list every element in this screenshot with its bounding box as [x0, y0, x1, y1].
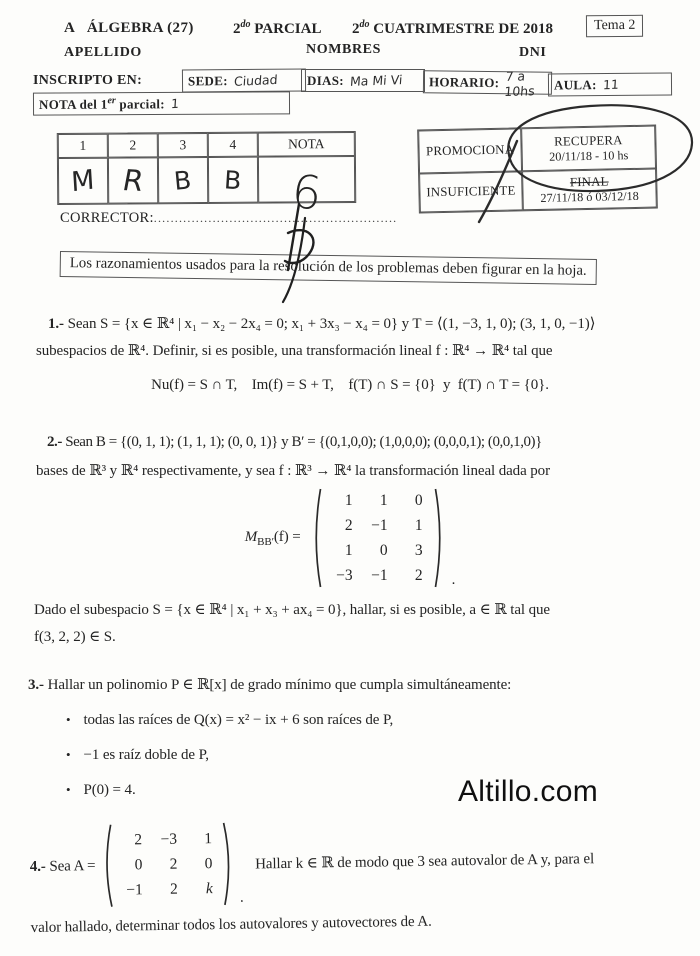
final-label: FINAL — [569, 174, 609, 189]
matrix-cell: 2 — [414, 566, 423, 584]
left-parenthesis — [311, 487, 322, 589]
problem2-line1 — [47, 434, 542, 451]
notice-box: Los razonamientos usados para la resolución de los problemas deben figurar en la hoja. — [60, 251, 597, 285]
grade-col-header: 1 — [58, 134, 108, 158]
tema-badge: Tema 2 — [586, 15, 644, 37]
grade-col-header: 2 — [108, 133, 158, 157]
matrix-cell: 0 — [134, 856, 143, 874]
matrix-cell: −1 — [371, 566, 388, 584]
promociona-label: PROMOCIONA — [425, 142, 515, 159]
horario-label: HORARIO: — [428, 73, 500, 90]
final-date: 27/11/18 ó 03/12/18 — [540, 188, 639, 205]
matrix-cell: 1 — [414, 516, 423, 534]
nota1-label-pre: NOTA del 1 — [38, 96, 108, 112]
aula-field — [548, 72, 672, 96]
problem3-number: 3.- — [28, 677, 44, 693]
handwritten-mark: R — [119, 163, 147, 198]
exam-ordinal: do — [240, 19, 251, 30]
term-name: CUATRIMESTRE DE 2018 — [369, 21, 553, 37]
problem2-line2: bases de ℝ³ y ℝ⁴ respectivamente, y sea f : ℝ³ → ℝ⁴ la transformación lineal dada por — [36, 463, 550, 479]
sede-label: SEDE: — [187, 72, 228, 88]
matrix-cell: 0 — [379, 541, 388, 559]
problem2-line1-text: Sean B = {(0, 1, 1); (1, 1, 1); (0, 0, 1)} y B′ = {(0,1,0,0); (1,0,0,0); (0,0,0,1); (0,0,1,0)} — [61, 434, 542, 450]
nota1-handwritten-value: 1 — [170, 95, 180, 112]
right-parenthesis — [222, 821, 234, 907]
grade-nota-cell — [258, 156, 355, 221]
matrix-cell: 1 — [344, 541, 353, 559]
insuficiente-cell — [419, 171, 523, 212]
dias-field — [301, 69, 425, 92]
problem1-equation: Nu(f) = S ∩ T, Im(f) = S + T, f(T) ∩ S = {0} y f(T) ∩ T = {0}. — [151, 377, 549, 393]
handwritten-mark: B — [223, 164, 243, 195]
final-cell — [522, 169, 657, 211]
status-table — [417, 125, 658, 214]
sede-field — [182, 68, 306, 92]
dni-label: DNI — [519, 45, 547, 60]
exam-num: 2 — [233, 21, 241, 37]
matrix-cell: −3 — [160, 830, 178, 848]
left-parenthesis — [101, 823, 113, 909]
grade-mark-cell — [208, 157, 258, 203]
problem2-line3: Dado el subespacio S = {x ∈ ℝ⁴ | x₁ + x₃ + ax₄ = 0}, hallar, si es posible, a ∈ ℝ tal que — [34, 602, 550, 618]
matrix-cell: −3 — [336, 566, 353, 584]
corrector-label: CORRECTOR: — [60, 210, 154, 226]
problem3-intro-text: Hallar un polinomio P ∈ ℝ[x] de grado mínimo que cumpla simultáneamente: — [43, 677, 512, 693]
dias-label: DIAS: — [307, 72, 344, 88]
dias-handwritten-value: Ma Mi Vi — [349, 72, 403, 89]
grade-mark-cell — [158, 157, 208, 203]
exam-name: PARCIAL — [250, 21, 322, 37]
grade-mark-cell — [58, 158, 108, 204]
problem1-line1 — [48, 314, 595, 333]
problem1-equation-row — [0, 376, 700, 394]
recupera-label: RECUPERA — [554, 132, 623, 149]
term-num: 2 — [352, 21, 360, 37]
problem2-matrix-equation — [0, 487, 700, 589]
matrix-cell: −1 — [371, 516, 388, 534]
grade-col-header: 3 — [158, 133, 208, 157]
bullet-text: • P(0) = 4. — [83, 782, 136, 798]
aula-handwritten-value: 11 — [602, 76, 620, 93]
bullet-text: • todas las raíces de Q(x) = x² − ix + 6 son raíces de P, — [83, 712, 394, 728]
matrix-label-m: M — [244, 528, 258, 545]
problem4-line2: valor hallado, determinar todos los autovalores y autovectores de A. — [30, 913, 432, 936]
recupera-cell — [521, 126, 656, 172]
problem2-line4: f(3, 2, 2) ∈ S. — [34, 629, 116, 645]
grade-col-header: NOTA — [258, 132, 355, 157]
corrector-dotted-line: .......................................................... — [153, 211, 398, 225]
horario-field — [423, 67, 552, 99]
matrix-4x3 — [329, 492, 427, 585]
recupera-date: 20/11/18 - 10 hs — [549, 147, 629, 164]
term-title — [352, 19, 553, 38]
apellido-label: APELLIDO — [64, 45, 142, 60]
problem4-line1: Hallar k ∈ ℝ de modo que 3 sea autovalor de A y, para el — [255, 850, 595, 872]
matrix-cell: 2 — [344, 516, 353, 534]
problem1-line1-text: Sean S = {x ∈ ℝ⁴ | x₁ − x₂ − 2x₄ = 0; x₁ + 3x₃ − x₄ = 0} y T = ⟨(1, −3, 1, 0); (3, 1, 0, −1)⟩ — [63, 316, 596, 332]
problem1-line2: subespacios de ℝ⁴. Definir, si es posible, una transformación lineal f : ℝ⁴ → ℝ⁴ tal que — [36, 343, 553, 359]
matrix-period: . — [239, 889, 244, 906]
matrix-label-eq: (f) = — [273, 528, 301, 545]
problem4-intro — [30, 857, 96, 875]
handwritten-nota: 6 — [289, 163, 325, 221]
problem4-number: 4.- — [29, 858, 46, 875]
handwritten-mark: M — [70, 163, 96, 198]
problem2-number: 2.- — [47, 434, 62, 450]
matrix-cell: 1 — [379, 491, 388, 509]
inscripto-label: INSCRIPTO EN: — [33, 73, 143, 88]
aula-label: AULA: — [553, 76, 597, 92]
matrix-cell: 1 — [204, 830, 213, 848]
matrix-cell: −1 — [126, 881, 143, 899]
matrix-label-subscript: BB′ — [257, 535, 274, 548]
nota-primer-parcial-field — [33, 91, 290, 115]
matrix-cell: 2 — [169, 855, 178, 873]
matrix-cell: 2 — [169, 880, 178, 898]
exam-title — [233, 19, 321, 38]
right-parenthesis — [434, 487, 445, 589]
matrix-label — [245, 529, 301, 548]
term-ordinal: do — [359, 19, 370, 30]
matrix-cell: 0 — [414, 491, 423, 509]
problem3-bullet-3 — [66, 782, 136, 799]
grade-col-header: 4 — [208, 133, 258, 157]
problem1-number: 1.- — [48, 316, 64, 332]
handwritten-mark: B — [173, 164, 193, 196]
problem4-intro-text: Sea A = — [45, 857, 96, 875]
matrix-cell: 3 — [414, 541, 423, 559]
insuficiente-label: INSUFICIENTE — [426, 183, 516, 200]
promociona-cell — [418, 128, 522, 173]
problem3-intro — [28, 675, 511, 694]
matrix-cell: 0 — [204, 855, 213, 873]
horario-handwritten-value: 7 a 10hs — [504, 67, 536, 99]
matrix-cell-k: k — [205, 880, 213, 898]
problem4-block — [29, 814, 699, 937]
matrix-cell: 1 — [344, 491, 353, 509]
altillo-watermark: Altillo.com — [458, 775, 598, 808]
course-title: A ÁLGEBRA (27) — [64, 20, 194, 36]
bullet-text: • −1 es raíz doble de P, — [83, 747, 209, 763]
nota1-ordinal: er — [107, 95, 116, 107]
grade-mark-cell — [108, 157, 158, 203]
nombres-label: NOMBRES — [306, 42, 381, 57]
sede-handwritten-value: Ciudad — [233, 71, 278, 89]
problem3-bullet-2 — [66, 747, 209, 764]
corrector-line — [60, 210, 397, 227]
matrix-cell: 2 — [134, 831, 143, 849]
problem4-row — [29, 814, 698, 910]
matrix-period: . — [451, 572, 456, 588]
matrix-3x3 — [118, 830, 217, 900]
nota1-label-post: parcial: — [115, 96, 165, 112]
problem3-bullet-1 — [66, 712, 393, 729]
